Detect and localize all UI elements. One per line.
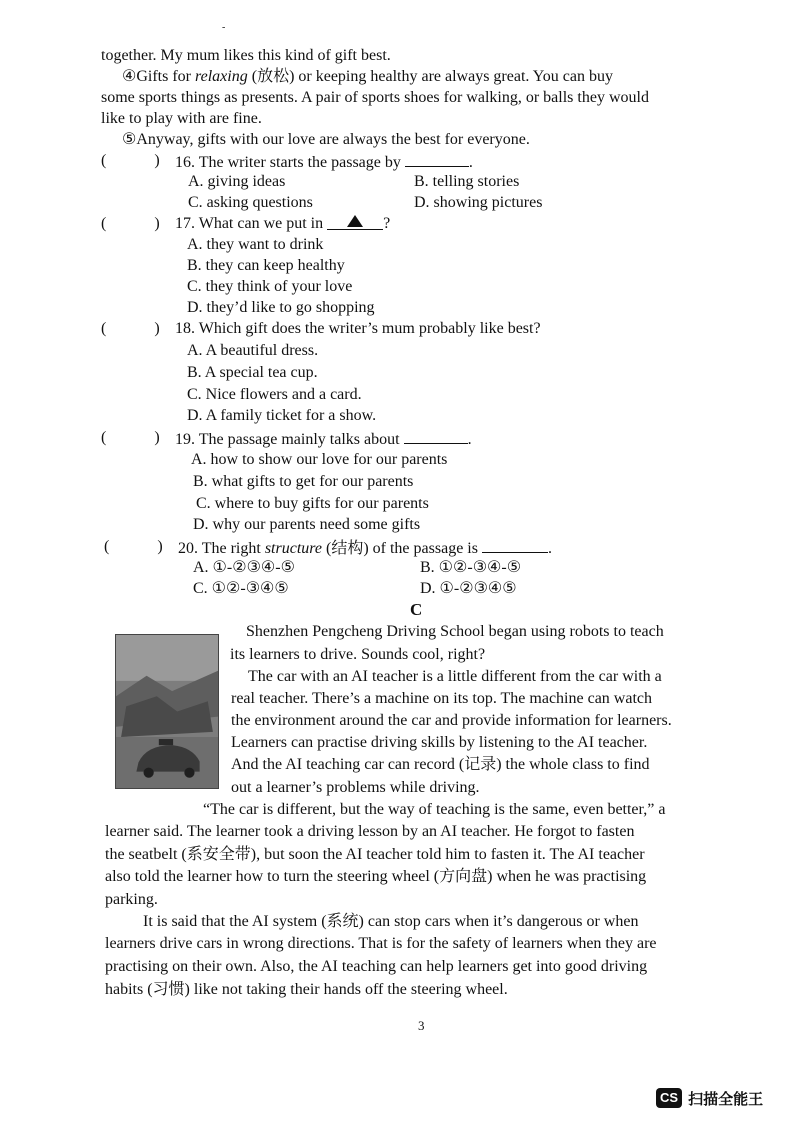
section-heading: C xyxy=(410,600,423,619)
option-c: C. asking questions xyxy=(188,194,313,211)
car-image xyxy=(116,635,218,788)
passage-line: Shenzhen Pengcheng Driving School began using robots to teach xyxy=(246,623,664,640)
passage-line: And the AI teaching car can record (记录) the whole class to find xyxy=(231,756,650,773)
passage-line: like to play with are fine. xyxy=(101,110,262,127)
passage-line: its learners to drive. Sounds cool, right? xyxy=(230,646,486,663)
option-b: B. they can keep healthy xyxy=(187,257,345,274)
scan-mark: - xyxy=(222,22,226,33)
option-d: D. they’d like to go shopping xyxy=(187,299,375,316)
answer-paren-17[interactable]: ( ) xyxy=(101,215,160,232)
option-b: B. A special tea cup. xyxy=(187,364,318,381)
triangle-icon xyxy=(347,215,363,227)
option-c: C. where to buy gifts for our parents xyxy=(196,495,429,512)
passage-line: The car with an AI teacher is a little different from the car with a xyxy=(248,668,662,685)
option-a: A. how to show our love for our parents xyxy=(191,451,448,468)
passage-line: the seatbelt (系安全带), but soon the AI teacher told him to fasten it. The AI teacher xyxy=(105,846,645,863)
passage-line: real teacher. There’s a machine on its top. The machine can watch xyxy=(231,690,653,707)
question-19: 19. The passage mainly talks about . xyxy=(175,428,472,450)
passage-line: the environment around the car and provide information for learners. xyxy=(231,712,672,729)
passage-line: habits (习惯) like not taking their hands off the steering wheel. xyxy=(105,981,508,998)
cs-logo-icon: CS xyxy=(656,1088,682,1108)
answer-blank xyxy=(405,151,469,167)
option-d: D. showing pictures xyxy=(414,194,543,211)
answer-paren-16[interactable]: ( ) xyxy=(101,152,160,169)
answer-paren-20[interactable]: ( ) xyxy=(104,538,163,555)
option-a: A. giving ideas xyxy=(188,173,286,190)
option-d: D. ①-②③④⑤ xyxy=(420,580,517,597)
answer-blank xyxy=(404,428,468,444)
question-16: 16. The writer starts the passage by . xyxy=(175,151,473,173)
option-d: D. A family ticket for a show. xyxy=(187,407,377,424)
passage-line xyxy=(122,67,613,87)
answer-paren-19[interactable]: ( ) xyxy=(101,429,160,446)
passage-line: also told the learner how to turn the steering wheel (方向盘) when he was practising xyxy=(105,868,647,885)
passage-line: learners drive cars in wrong directions. That is for the safety of learners when they are xyxy=(105,935,657,952)
answer-blank xyxy=(327,214,383,230)
passage-line: together. My mum likes this kind of gift best. xyxy=(101,47,391,64)
passage-line: parking. xyxy=(105,891,158,908)
option-b: B. telling stories xyxy=(414,173,520,190)
passage-line: ⑤Anyway, gifts with our love are always the best for everyone. xyxy=(122,131,530,148)
question-17: 17. What can we put in ? xyxy=(175,215,391,232)
passage-line: It is said that the AI system (系统) can stop cars when it’s dangerous or when xyxy=(143,913,639,930)
passage-line: out a learner’s problems while driving. xyxy=(231,779,480,796)
option-c: C. ①②-③④⑤ xyxy=(193,580,289,597)
option-b: B. what gifts to get for our parents xyxy=(193,473,414,490)
scanner-name: 扫描全能王 xyxy=(688,1089,764,1108)
question-20: 20. The right structure (结构) of the passage is . xyxy=(178,537,552,559)
passage-line: Learners can practise driving skills by listening to the AI teacher. xyxy=(231,734,648,751)
passage-line: some sports things as presents. A pair of sports shoes for walking, or balls they would xyxy=(101,89,649,106)
answer-paren-18[interactable]: ( ) xyxy=(101,320,160,337)
passage-line: learner said. The learner took a driving lesson by an AI teacher. He forgot to fasten xyxy=(105,823,635,840)
option-a: A. ①-②③④-⑤ xyxy=(193,559,295,576)
option-a: A. A beautiful dress. xyxy=(187,342,319,359)
option-c: C. Nice flowers and a card. xyxy=(187,386,362,403)
page-number: 3 xyxy=(418,1018,425,1033)
option-d: D. why our parents need some gifts xyxy=(193,516,421,533)
ai-car-photo xyxy=(115,634,219,789)
scanner-watermark xyxy=(656,1086,763,1110)
answer-blank xyxy=(482,537,548,553)
option-c: C. they think of your love xyxy=(187,278,353,295)
passage-line: practising on their own. Also, the AI teaching can help learners get into good driving xyxy=(105,958,648,975)
option-b: B. ①②-③④-⑤ xyxy=(420,559,522,576)
passage-line-text: ④Gifts for relaxing (放松) or keeping healthy are always great. You can buy xyxy=(122,68,613,85)
option-a: A. they want to drink xyxy=(187,236,324,253)
passage-line: “The car is different, but the way of teaching is the same, even better,” a xyxy=(203,801,666,818)
question-18: 18. Which gift does the writer’s mum probably like best? xyxy=(175,320,541,337)
